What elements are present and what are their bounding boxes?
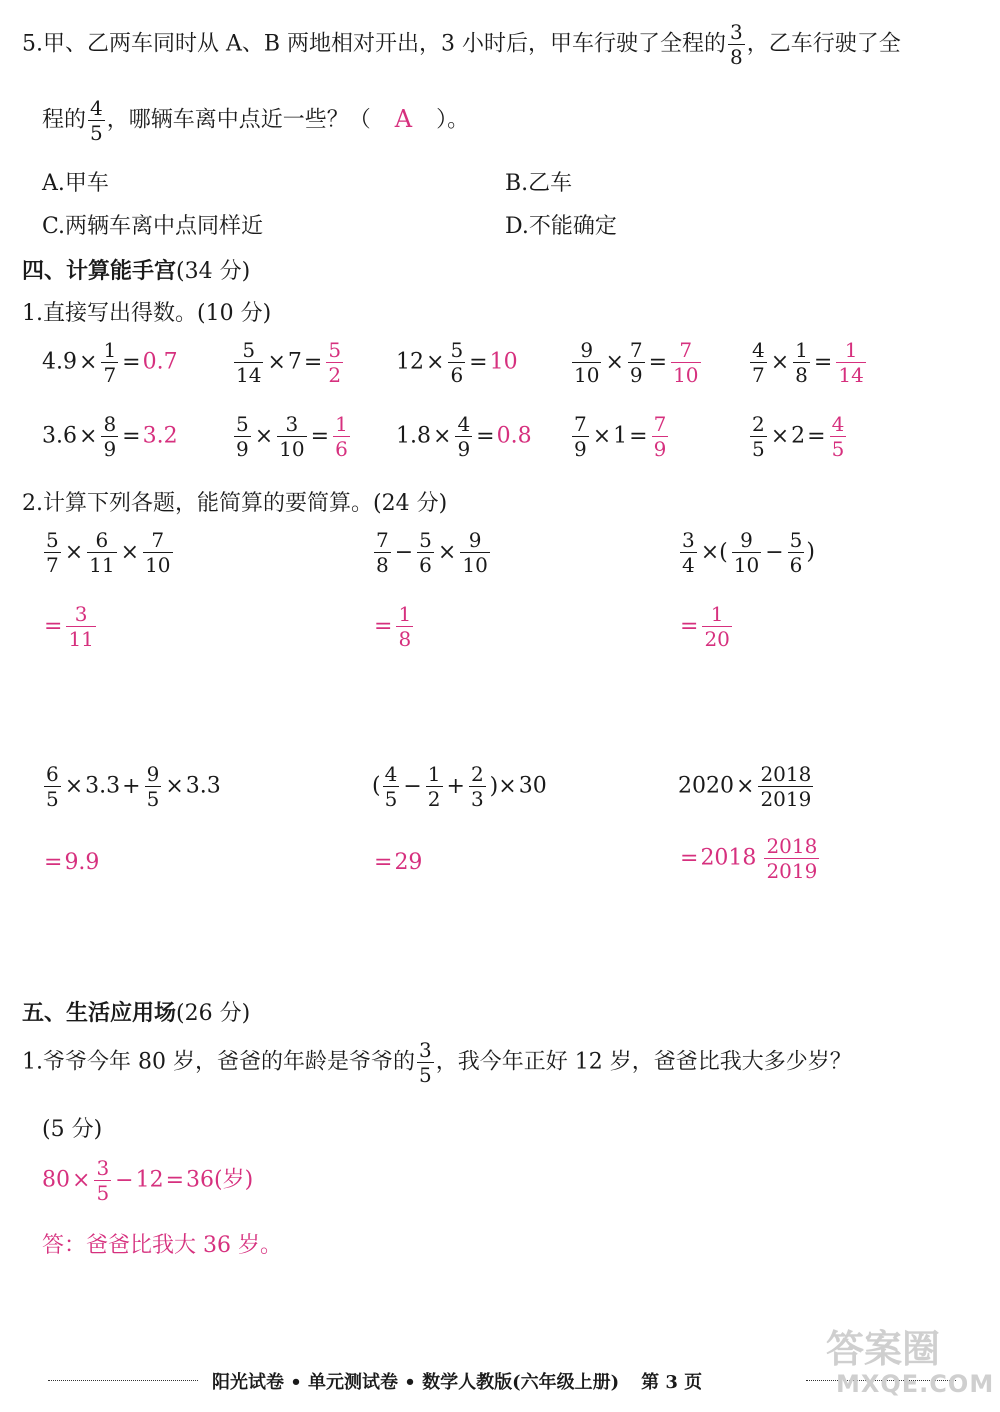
sec5-q1: 1.爷爷今年 80 岁，爸爸的年龄是爷爷的 $\frac{3}{5}$ ，我今年正好 12 岁，爸爸比我大多少岁？ xyxy=(22,1038,852,1087)
calc-e1-answer: = $\frac{3}{11}$ xyxy=(44,602,94,651)
footer-divider-left xyxy=(48,1380,198,1381)
direct-r2c1: 3.6× $\frac{8}{9}$ =3.2 xyxy=(42,412,178,461)
q5-line1 xyxy=(22,22,901,67)
section4-heading xyxy=(22,254,250,285)
direct-r2c5: $\frac{2}{5}$ ×2= $\frac{4}{5}$ xyxy=(752,412,845,461)
part2-points: (24 分) xyxy=(373,491,448,516)
answer: $\frac{1}{14}$ xyxy=(838,338,864,387)
q5-text-4: ，哪辆车离中点近一些？（ xyxy=(106,107,371,133)
watermark-logo: 答案圈 xyxy=(826,1327,941,1371)
calc-e2-answer: = $\frac{1}{8}$ xyxy=(374,602,412,651)
sec5-q1-points: (5 分) xyxy=(42,1117,103,1142)
calc-e6: 2020× $\frac{2018}{2019}$ xyxy=(678,762,812,811)
fraction: $\frac{4}{5}$ xyxy=(90,96,103,145)
section5-points: (26 分) xyxy=(176,1001,251,1026)
direct-r2c4: $\frac{7}{9}$ ×1= $\frac{7}{9}$ xyxy=(574,412,667,461)
direct-r2c2: $\frac{5}{9}$ × $\frac{3}{10}$ = $\frac{1}{6}$ xyxy=(236,412,348,461)
answer: 10 xyxy=(489,349,518,375)
section5-title: 五、生活应用场 xyxy=(22,1001,177,1026)
answer: $\frac{7}{10}$ xyxy=(673,338,699,387)
calc-e4-answer: =9.9 xyxy=(44,850,100,875)
calc-e3-answer: = $\frac{1}{20}$ xyxy=(680,602,730,651)
direct-r1c4: $\frac{9}{10}$ × $\frac{7}{9}$ = $\frac{7}{10}$ xyxy=(574,338,699,387)
answer: $\frac{4}{5}$ xyxy=(831,412,845,461)
direct-r1c5: $\frac{4}{7}$ × $\frac{1}{8}$ = $\frac{1}{14}$ xyxy=(752,338,864,387)
q5-text-2: ，乙车行驶了全 xyxy=(746,31,901,57)
q5-text-1: 5.甲、乙两车同时从 A、B 两地相对开出，3 小时后，甲车行驶了全程的 xyxy=(22,31,727,57)
direct-r1c3: 12× $\frac{5}{6}$ =10 xyxy=(396,338,518,387)
footer-title: 阳光试卷 • 单元测试卷 • 数学人教版(六年级上册) xyxy=(212,1372,620,1393)
calc-e3: $\frac{3}{4}$ ×( $\frac{9}{10}$ − $\frac{5}{6}$ ) xyxy=(682,528,815,577)
answer: 0.7 xyxy=(142,349,178,375)
calc-e5: ( $\frac{4}{5}$ − $\frac{1}{2}$ + $\frac{2}{3}$ )×30 xyxy=(372,762,547,811)
q5-text-5: ）。 xyxy=(436,107,470,133)
q5-answer: A xyxy=(394,104,413,133)
direct-r2c3: 1.8× $\frac{4}{9}$ =0.8 xyxy=(396,412,532,461)
part1-title: 1.直接写出得数。 xyxy=(22,301,197,326)
calc-e4: $\frac{6}{5}$ ×3.3+ $\frac{9}{5}$ ×3.3 xyxy=(46,762,221,811)
page-number: 第 3 页 xyxy=(641,1372,703,1393)
answer: 0.8 xyxy=(496,423,532,449)
part1-points: (10 分) xyxy=(197,301,272,326)
calc-e1: $\frac{5}{7}$ × $\frac{6}{11}$ × $\frac{7}{10}$ xyxy=(46,528,171,577)
part2-heading xyxy=(22,486,447,517)
fraction: $\frac{3}{8}$ xyxy=(730,20,743,69)
q5-text-3: 程的 xyxy=(42,107,87,133)
calc-e5-answer: =29 xyxy=(374,850,423,875)
answer: $\frac{7}{9}$ xyxy=(653,412,667,461)
q5-option-b: B.乙车 xyxy=(505,171,573,196)
watermark-url: MXQE.COM xyxy=(836,1370,995,1398)
section4-title: 四、计算能手宫 xyxy=(22,259,177,284)
q5-option-c: C.两辆车离中点同样近 xyxy=(42,214,264,239)
calc-e2: $\frac{7}{8}$ − $\frac{5}{6}$ × $\frac{9}{10}$ xyxy=(376,528,488,577)
section4-points: (34 分) xyxy=(176,259,251,284)
calc-e6-answer: =2018 $\frac{2018}{2019}$ xyxy=(680,834,818,883)
direct-r1c1: 4.9× $\frac{1}{7}$ =0.7 xyxy=(42,338,178,387)
sec5-q1-answer: 答：爸爸比我大 36 岁。 xyxy=(42,1233,282,1258)
q5-option-d: D.不能确定 xyxy=(505,214,617,239)
part2-title: 2.计算下列各题，能简算的要简算。 xyxy=(22,491,373,516)
part1-heading xyxy=(22,296,271,327)
q5-line2 xyxy=(42,98,469,143)
sec5-q1-solution: 80× $\frac{3}{5}$ −12=36(岁) xyxy=(42,1156,254,1205)
answer: 3.2 xyxy=(142,423,178,449)
direct-r1c2: $\frac{5}{14}$ ×7= $\frac{5}{2}$ xyxy=(236,338,342,387)
footer xyxy=(212,1368,702,1394)
answer: $\frac{5}{2}$ xyxy=(328,338,342,387)
section5-heading xyxy=(22,996,250,1027)
q5-option-a: A.甲车 xyxy=(42,171,109,196)
answer: $\frac{1}{6}$ xyxy=(335,412,348,461)
